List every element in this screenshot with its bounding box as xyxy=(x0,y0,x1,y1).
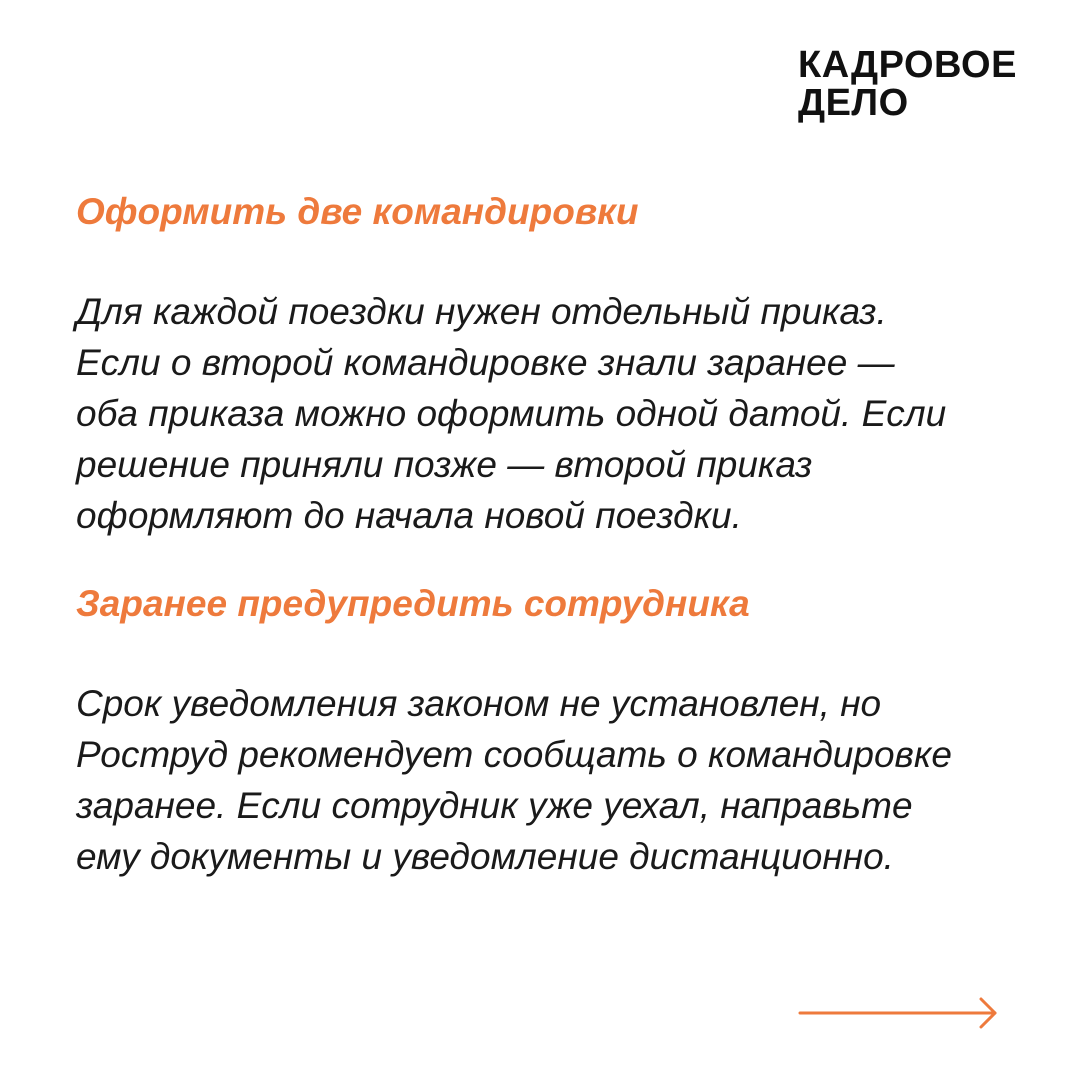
body-line: заранее. Если сотрудник уже уехал, направьте xyxy=(76,785,913,826)
body-line: ему документы и уведомление дистанционно. xyxy=(76,836,894,877)
arrow-right-icon[interactable] xyxy=(798,996,1000,1030)
body-line: Если о второй командировке знали заранее — xyxy=(76,342,895,383)
section-title-notify-employee: Заранее предупредить сотрудника xyxy=(76,583,750,624)
logo-line-1: КАДРОВОЕ xyxy=(798,44,1017,86)
body-line: оба приказа можно оформить одной датой. Если xyxy=(76,393,947,434)
logo-line-2: ДЕЛО xyxy=(798,82,909,124)
body-line: Для каждой поездки нужен отдельный приказ. xyxy=(76,291,887,332)
section-title-business-trips: Оформить две командировки xyxy=(76,191,639,232)
body-line: Срок уведомления законом не установлен, но xyxy=(76,683,882,724)
section-body-business-trips xyxy=(76,286,1036,541)
body-line: оформляют до начала новой поездки. xyxy=(76,495,742,536)
body-line: Роструд рекомендует сообщать о командировке xyxy=(76,734,952,775)
brand-logo xyxy=(798,46,1017,122)
body-line: решение приняли позже — второй приказ xyxy=(76,444,813,485)
section-body-notify-employee xyxy=(76,678,1036,882)
arrow-right-icon-graphic xyxy=(798,996,1000,1030)
